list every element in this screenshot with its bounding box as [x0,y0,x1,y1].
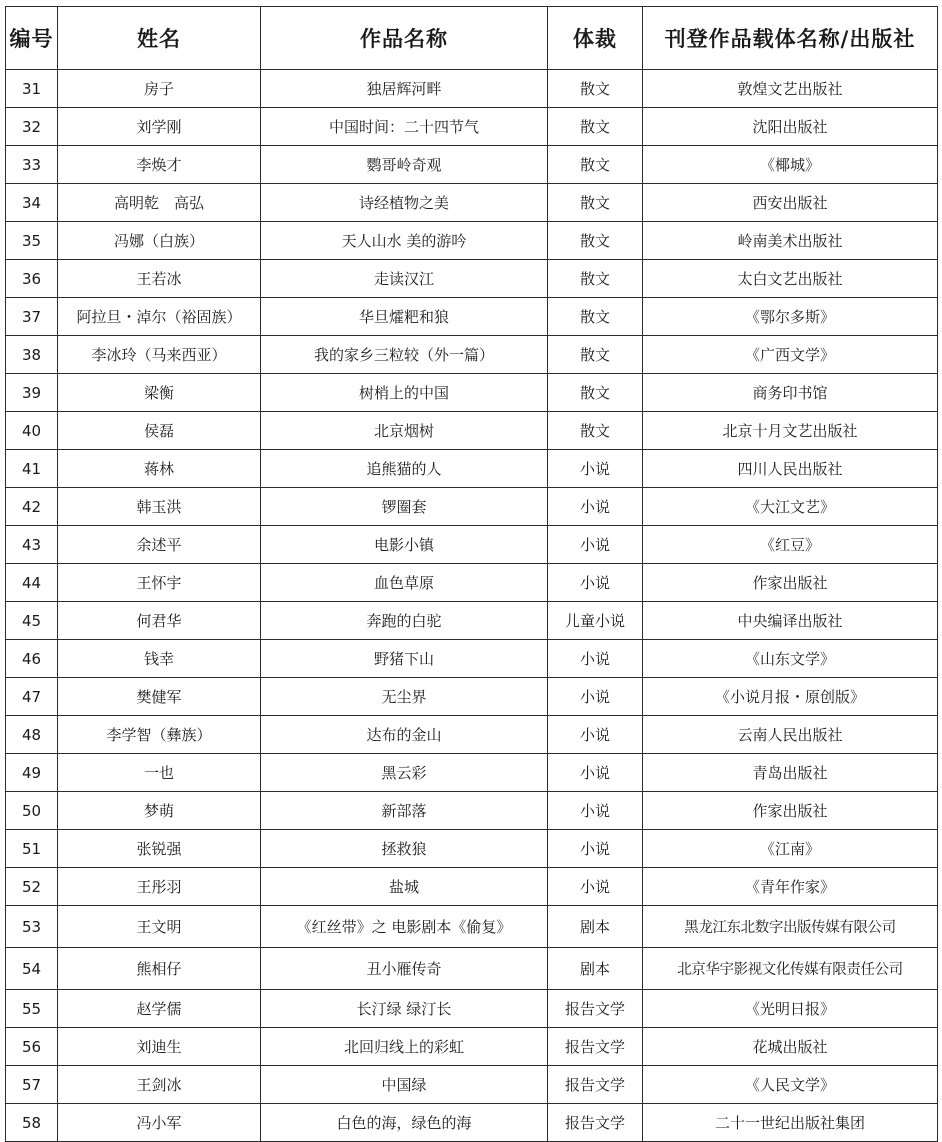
table-row [6,336,938,374]
row-number-cell: 47 [6,678,58,716]
table-row [6,108,938,146]
genre-cell: 散文 [548,412,643,450]
row-number-cell: 46 [6,640,58,678]
row-number-cell: 32 [6,108,58,146]
genre-cell: 小说 [548,716,643,754]
publisher-cell: 中央编译出版社 [643,602,938,640]
author-name-cell: 梁衡 [58,374,261,412]
publisher-cell: 二十一世纪出版社集团 [643,1104,938,1142]
publisher-cell: 《江南》 [643,830,938,868]
author-name-cell: 王文明 [58,906,261,948]
publisher-cell: 《小说月报・原创版》 [643,678,938,716]
genre-cell: 小说 [548,792,643,830]
row-number-cell: 35 [6,222,58,260]
row-number-cell: 40 [6,412,58,450]
publisher-cell: 黑龙江东北数字出版传媒有限公司 [643,906,938,948]
work-title-cell: 诗经植物之美 [261,184,548,222]
genre-cell: 报告文学 [548,1104,643,1142]
table-row [6,678,938,716]
genre-cell: 散文 [548,374,643,412]
work-title-cell: 野猪下山 [261,640,548,678]
publisher-cell: 北京华宇影视文化传媒有限责任公司 [643,948,938,990]
publisher-cell: 《广西文学》 [643,336,938,374]
publisher-cell: 作家出版社 [643,564,938,602]
genre-cell: 小说 [548,640,643,678]
publisher-cell: 岭南美术出版社 [643,222,938,260]
row-number-cell: 49 [6,754,58,792]
table-row [6,948,938,990]
genre-cell: 小说 [548,868,643,906]
genre-cell: 小说 [548,754,643,792]
row-number-cell: 33 [6,146,58,184]
author-name-cell: 一也 [58,754,261,792]
author-name-cell: 赵学儒 [58,990,261,1028]
author-name-cell: 刘学刚 [58,108,261,146]
genre-cell: 报告文学 [548,990,643,1028]
author-name-cell: 李学智（彝族） [58,716,261,754]
row-number-cell: 37 [6,298,58,336]
publisher-cell: 《鄂尔多斯》 [643,298,938,336]
table-row [6,564,938,602]
publisher-cell: 《山东文学》 [643,640,938,678]
work-title-cell: 电影小镇 [261,526,548,564]
publisher-cell: 敦煌文艺出版社 [643,70,938,108]
author-name-cell: 侯磊 [58,412,261,450]
work-title-cell: 北回归线上的彩虹 [261,1028,548,1066]
publisher-cell: 《光明日报》 [643,990,938,1028]
row-number-cell: 36 [6,260,58,298]
genre-cell: 散文 [548,260,643,298]
work-title-cell: 树梢上的中国 [261,374,548,412]
work-title-cell: 北京烟树 [261,412,548,450]
genre-cell: 小说 [548,450,643,488]
work-title-cell: 血色草原 [261,564,548,602]
row-number-cell: 38 [6,336,58,374]
row-number-cell: 42 [6,488,58,526]
table-row [6,830,938,868]
header-name: 姓名 [58,7,261,70]
table-row [6,70,938,108]
genre-cell: 散文 [548,108,643,146]
work-title-cell: 拯救狼 [261,830,548,868]
author-name-cell: 梦萌 [58,792,261,830]
table-row [6,298,938,336]
row-number-cell: 58 [6,1104,58,1142]
work-title-cell: 鹦哥岭奇观 [261,146,548,184]
author-name-cell: 张锐强 [58,830,261,868]
table-row [6,450,938,488]
work-title-cell: 独居辉河畔 [261,70,548,108]
table-row [6,146,938,184]
work-title-cell: 无尘界 [261,678,548,716]
work-title-cell: 中国绿 [261,1066,548,1104]
genre-cell: 小说 [548,678,643,716]
table-row [6,602,938,640]
table-row [6,716,938,754]
work-title-cell: 新部落 [261,792,548,830]
genre-cell: 散文 [548,146,643,184]
publisher-cell: 作家出版社 [643,792,938,830]
work-title-cell: 锣圈套 [261,488,548,526]
work-title-cell: 追熊猫的人 [261,450,548,488]
work-title-cell: 白色的海，绿色的海 [261,1104,548,1142]
row-number-cell: 51 [6,830,58,868]
publisher-cell: 青岛出版社 [643,754,938,792]
work-title-cell: 丑小雁传奇 [261,948,548,990]
author-name-cell: 何君华 [58,602,261,640]
table-row [6,990,938,1028]
publisher-cell: 《椰城》 [643,146,938,184]
author-name-cell: 阿拉旦・淖尔（裕固族） [58,298,261,336]
genre-cell: 报告文学 [548,1028,643,1066]
row-number-cell: 44 [6,564,58,602]
publisher-cell: 《大江文艺》 [643,488,938,526]
table-row [6,184,938,222]
publisher-cell: 西安出版社 [643,184,938,222]
author-name-cell: 李冰玲（马来西亚） [58,336,261,374]
publisher-cell: 《红豆》 [643,526,938,564]
table-body [6,70,938,1142]
work-title-cell: 华旦㸌粑和狼 [261,298,548,336]
row-number-cell: 55 [6,990,58,1028]
works-table [5,6,938,1142]
table-row [6,412,938,450]
author-name-cell: 冯娜（白族） [58,222,261,260]
header-genre: 体裁 [548,7,643,70]
table-row [6,1066,938,1104]
author-name-cell: 熊相仔 [58,948,261,990]
publisher-cell: 云南人民出版社 [643,716,938,754]
author-name-cell: 韩玉洪 [58,488,261,526]
row-number-cell: 54 [6,948,58,990]
genre-cell: 散文 [548,184,643,222]
publisher-cell: 北京十月文艺出版社 [643,412,938,450]
work-title-cell: 达布的金山 [261,716,548,754]
table-row [6,792,938,830]
author-name-cell: 王怀宇 [58,564,261,602]
work-title-cell: 奔跑的白驼 [261,602,548,640]
genre-cell: 散文 [548,336,643,374]
table-row [6,906,938,948]
genre-cell: 报告文学 [548,1066,643,1104]
row-number-cell: 48 [6,716,58,754]
author-name-cell: 刘迪生 [58,1028,261,1066]
author-name-cell: 樊健军 [58,678,261,716]
table-row [6,868,938,906]
genre-cell: 散文 [548,298,643,336]
row-number-cell: 57 [6,1066,58,1104]
genre-cell: 剧本 [548,948,643,990]
header-publisher: 刊登作品载体名称/出版社 [643,7,938,70]
table-row [6,526,938,564]
publisher-cell: 商务印书馆 [643,374,938,412]
genre-cell: 小说 [548,526,643,564]
row-number-cell: 56 [6,1028,58,1066]
author-name-cell: 王剑冰 [58,1066,261,1104]
row-number-cell: 53 [6,906,58,948]
author-name-cell: 余述平 [58,526,261,564]
work-title-cell: 《红丝带》之 电影剧本《偷复》 [261,906,548,948]
row-number-cell: 31 [6,70,58,108]
publisher-cell: 《青年作家》 [643,868,938,906]
table-row [6,222,938,260]
genre-cell: 散文 [548,70,643,108]
work-title-cell: 长汀绿 绿汀长 [261,990,548,1028]
row-number-cell: 52 [6,868,58,906]
row-number-cell: 43 [6,526,58,564]
header-work-title: 作品名称 [261,7,548,70]
author-name-cell: 王若冰 [58,260,261,298]
header-row [6,7,938,70]
work-title-cell: 我的家乡三粒较（外一篇） [261,336,548,374]
author-name-cell: 钱幸 [58,640,261,678]
table-row [6,260,938,298]
genre-cell: 散文 [548,222,643,260]
publisher-cell: 《人民文学》 [643,1066,938,1104]
table-row [6,754,938,792]
genre-cell: 小说 [548,564,643,602]
author-name-cell: 蒋林 [58,450,261,488]
publisher-cell: 四川人民出版社 [643,450,938,488]
work-title-cell: 盐城 [261,868,548,906]
genre-cell: 小说 [548,830,643,868]
row-number-cell: 34 [6,184,58,222]
work-title-cell: 天人山水 美的游吟 [261,222,548,260]
genre-cell: 儿童小说 [548,602,643,640]
table-row [6,1104,938,1142]
table-row [6,374,938,412]
work-title-cell: 中国时间：二十四节气 [261,108,548,146]
header-number: 编号 [6,7,58,70]
work-title-cell: 黑云彩 [261,754,548,792]
author-name-cell: 高明乾 高弘 [58,184,261,222]
row-number-cell: 39 [6,374,58,412]
row-number-cell: 41 [6,450,58,488]
genre-cell: 剧本 [548,906,643,948]
publisher-cell: 太白文艺出版社 [643,260,938,298]
author-name-cell: 冯小军 [58,1104,261,1142]
table-row [6,488,938,526]
author-name-cell: 李焕才 [58,146,261,184]
table-row [6,640,938,678]
work-title-cell: 走读汉江 [261,260,548,298]
genre-cell: 小说 [548,488,643,526]
row-number-cell: 45 [6,602,58,640]
row-number-cell: 50 [6,792,58,830]
publisher-cell: 花城出版社 [643,1028,938,1066]
publisher-cell: 沈阳出版社 [643,108,938,146]
author-name-cell: 房子 [58,70,261,108]
author-name-cell: 王彤羽 [58,868,261,906]
table-row [6,1028,938,1066]
